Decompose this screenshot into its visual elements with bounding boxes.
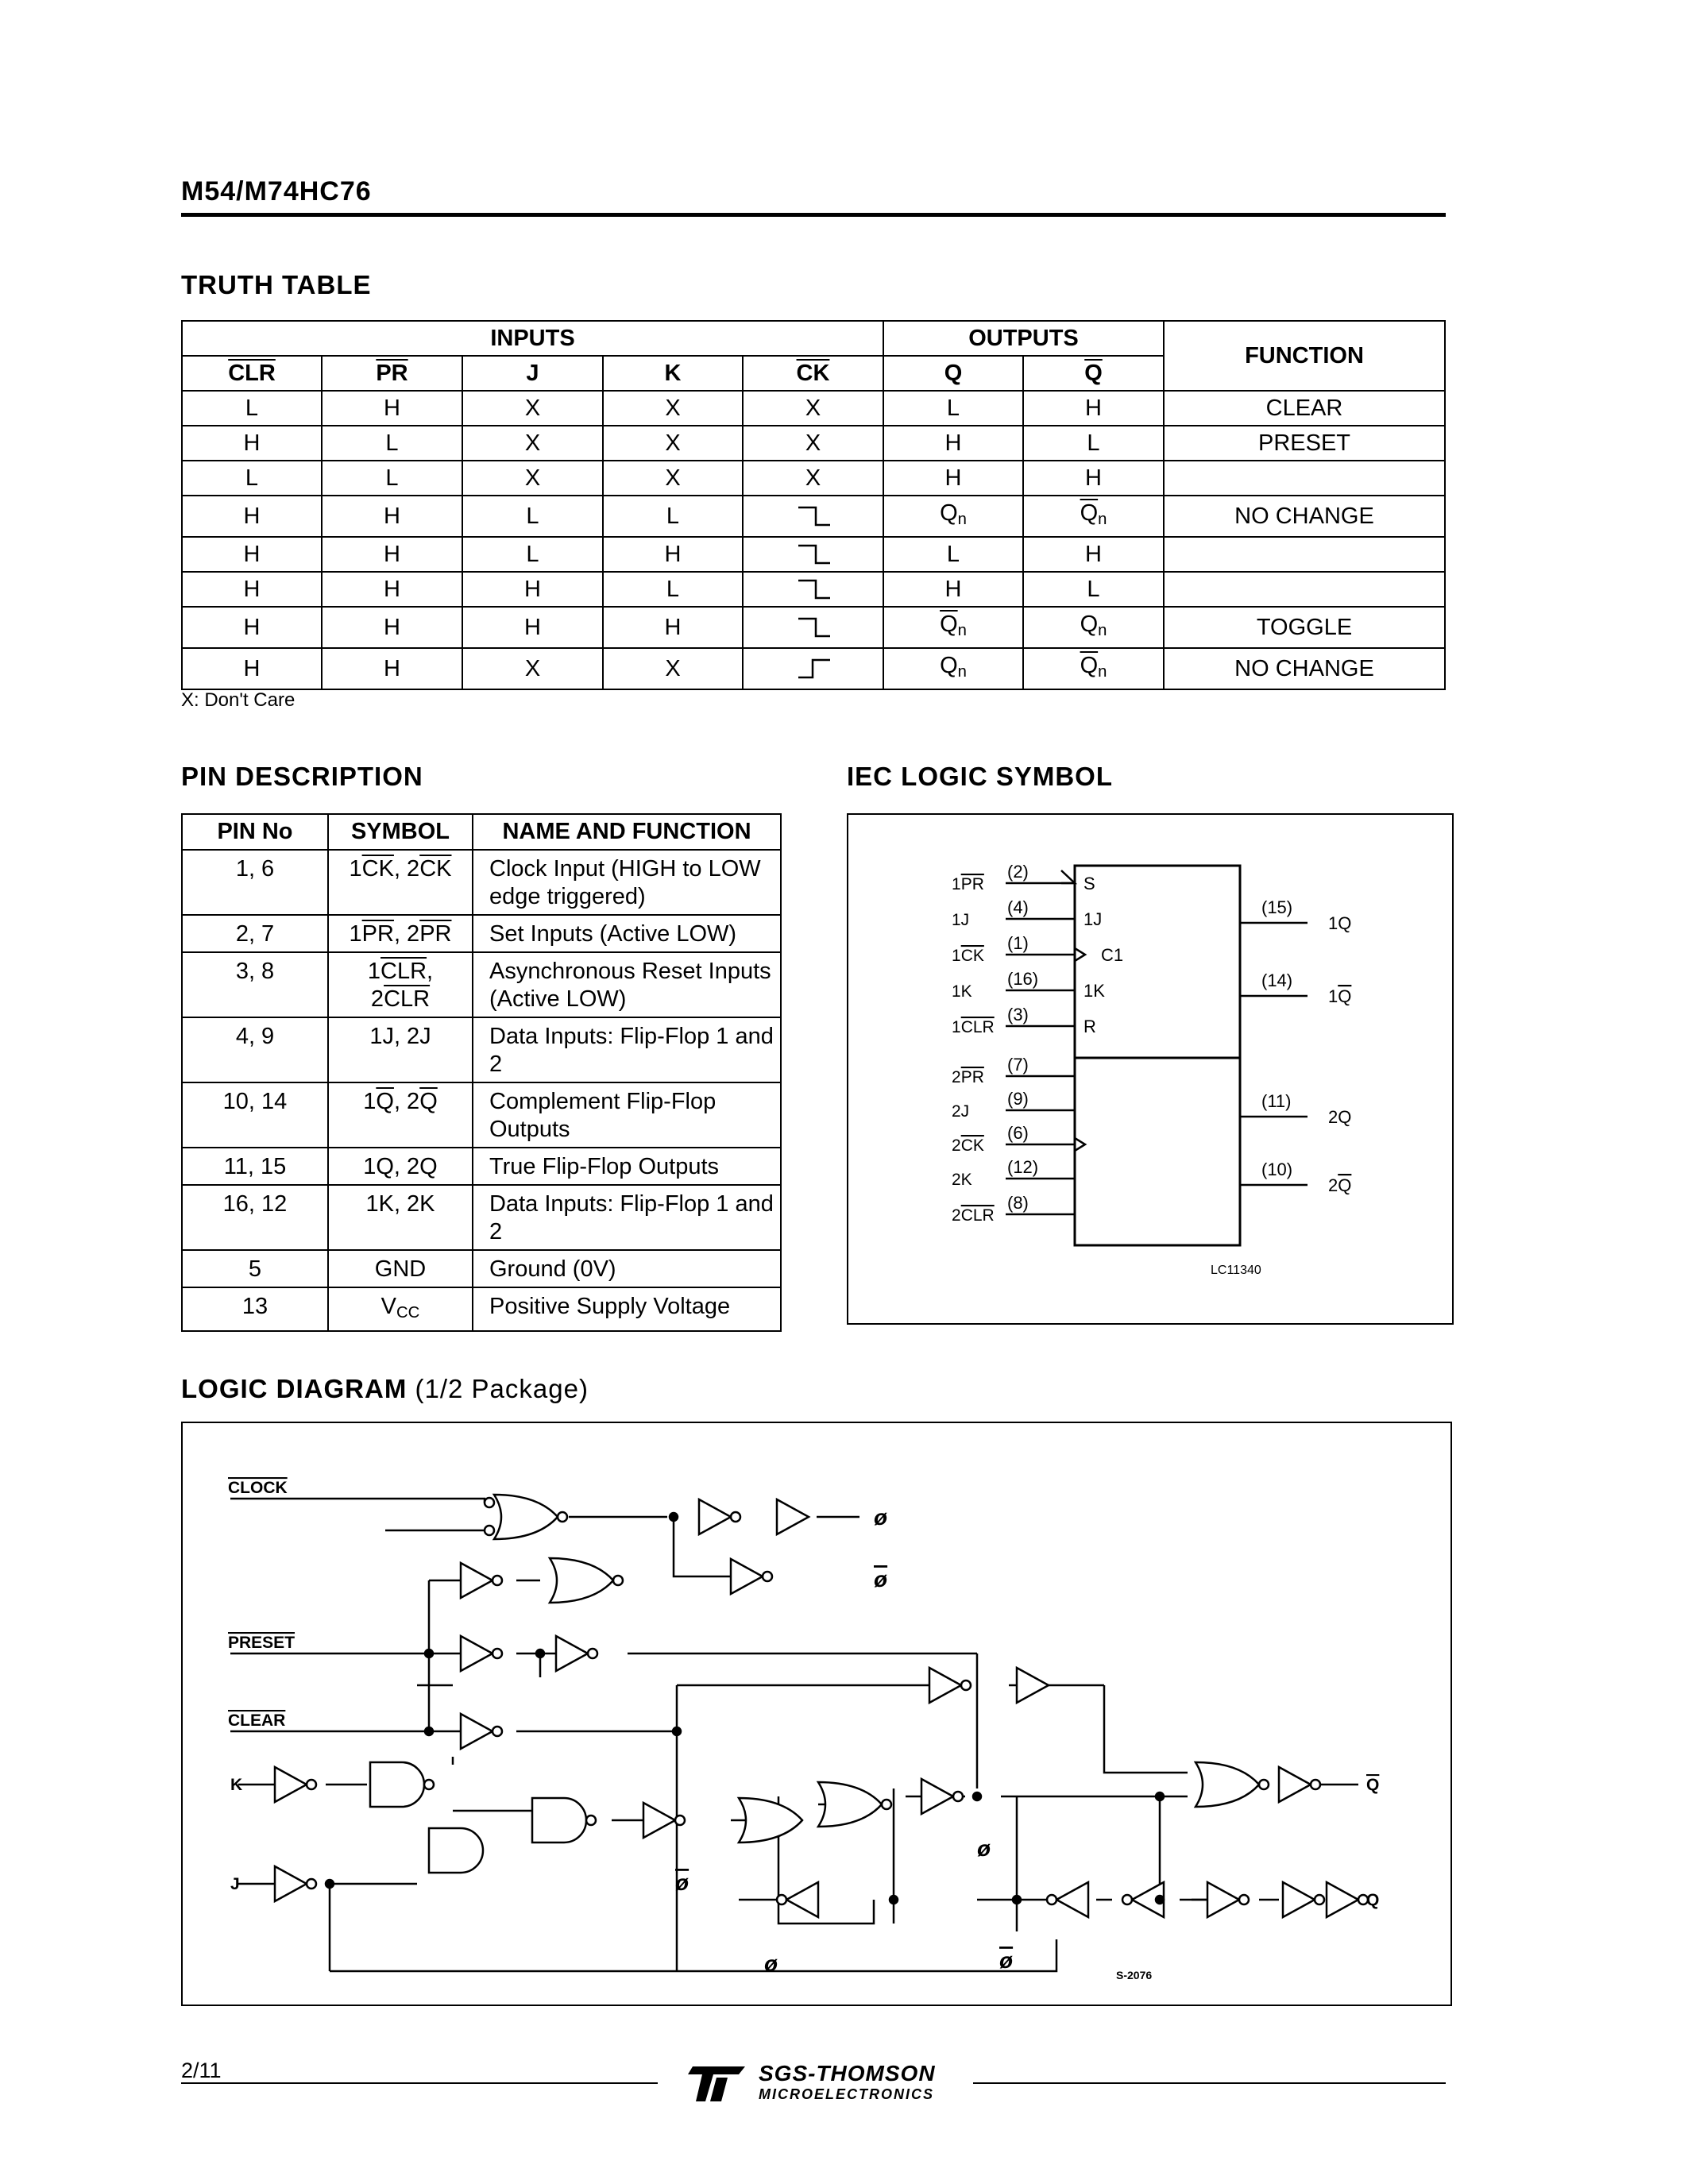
table-row [182,1185,781,1250]
buffer-gate-shape [929,1668,961,1703]
iec-box-label: 1K [1083,981,1105,1001]
iec-input-label: 1CK [952,947,984,965]
table-cell: H [322,572,462,607]
table-row [182,1287,781,1331]
pin-number: 3, 8 [182,952,328,1017]
page-number: 2/11 [181,2059,222,2082]
iec-input-label: 1PR [952,875,984,893]
falling-edge-icon [795,615,832,639]
pin-number: 1, 6 [182,850,328,915]
col-header-qbar: $\overline{Q}$ [1023,356,1164,391]
iec-input-label: 2CLR [952,1206,995,1225]
junction-dot [326,1880,334,1888]
inversion-bubble [586,1815,596,1825]
brand-subtitle: MICROELECTRONICS [759,2086,934,2102]
table-row [182,1148,781,1185]
pin-symbol: $1\overline{Q}$, $2\overline{Q}$ [328,1082,473,1148]
pin-number: 13 [182,1287,328,1331]
inversion-bubble [485,1498,494,1507]
pin-function: True Flip-Flop Outputs [473,1148,781,1185]
logic-diagram [183,1423,1450,2005]
iec-pin-number: (6) [1007,1123,1029,1143]
iec-input-label: 1J [952,911,970,929]
buffer-gate-shape [921,1779,953,1814]
pin-symbol: 1K, 2K [328,1185,473,1250]
truth-table-function-header: FUNCTION [1164,321,1445,391]
table-row [182,648,1445,689]
inversion-bubble [1259,1780,1269,1789]
junction-dot [425,1650,433,1657]
iec-input-label: 2PR [952,1068,984,1086]
nor-gate-shape [1196,1762,1259,1807]
iec-output-label: 1Q [1328,913,1352,933]
table-cell: X [462,461,603,496]
table-cell: H [462,572,603,607]
table-row [182,850,781,915]
buffer-gate-shape [1279,1767,1311,1802]
table-cell [1164,572,1445,607]
table-cell: H [322,537,462,572]
col-header-q: Q [883,356,1023,391]
phi-bar-label: ø [675,1870,689,1895]
buffer-gate-shape [275,1866,307,1901]
inversion-bubble [961,1680,971,1690]
logic-diagram-title [181,1374,589,1404]
phi-label: ø [977,1836,991,1861]
buffer-gate-shape [731,1559,763,1594]
table-cell: L [1023,572,1164,607]
iec-pin-number: (7) [1007,1055,1029,1075]
truth-table [181,320,1446,690]
pin-symbol: 1J, 2J [328,1017,473,1082]
inversion-bubble [1239,1895,1249,1904]
table-cell: L [462,537,603,572]
iec-logic-symbol-diagram [848,815,1452,1323]
table-cell: X [603,426,743,461]
truth-table-outputs-header: OUTPUTS [883,321,1164,356]
iec-pin-number: (16) [1007,969,1039,989]
inversion-bubble [1315,1895,1324,1904]
junction-dot [1156,1792,1164,1800]
table-cell: L [182,461,322,496]
col-header-symbol: SYMBOL [328,814,473,850]
truth-table-note: X: Don't Care [181,689,295,711]
inversion-bubble [492,1576,502,1585]
inversion-bubble [492,1649,502,1658]
inversion-bubble [588,1649,597,1658]
inversion-bubble [1047,1895,1056,1904]
table-cell: H [182,426,322,461]
table-cell: H [182,537,322,572]
junction-dot [890,1896,898,1904]
table-cell: L [603,496,743,537]
table-cell: NO CHANGE [1164,648,1445,689]
inversion-bubble [675,1815,685,1825]
buffer-gate-shape [1207,1882,1239,1917]
table-cell: NO CHANGE [1164,496,1445,537]
pin-symbol: GND [328,1250,473,1287]
logic-diagram-subtitle: (1/2 Package) [415,1374,589,1403]
junction-dot [673,1727,681,1735]
output-label-q: Q [1366,1891,1380,1909]
table-cell: H [322,496,462,537]
table-cell: H [1023,461,1164,496]
iec-input-label: 2J [952,1102,970,1121]
junction-dot [425,1727,433,1735]
buffer-gate-shape [556,1636,588,1671]
col-header-name-function: NAME AND FUNCTION [473,814,781,850]
table-cell [743,607,883,648]
qn-value: $\overline{Q}_n$ [940,612,967,640]
document-header-title: M54/M74HC76 [181,176,372,206]
table-cell: H [182,648,322,689]
iec-symbol-title: IEC LOGIC SYMBOL [847,762,1114,791]
table-cell: H [883,461,1023,496]
table-cell: H [462,607,603,648]
inversion-bubble [424,1780,434,1789]
iec-pin-number: (8) [1007,1193,1029,1213]
iec-pin-number: (9) [1007,1089,1029,1109]
qn-value: $\overline{Q}_n$ [1080,653,1107,681]
phi-bar-label: ø [999,1948,1014,1973]
table-cell: X [603,461,743,496]
footer-rule-right [973,2082,1446,2084]
pin-number: 10, 14 [182,1082,328,1148]
iec-input-label: 2CK [952,1136,984,1155]
table-cell: H [322,648,462,689]
truth-table-title: TRUTH TABLE [181,270,372,299]
table-row [182,607,1445,648]
table-cell [743,648,883,689]
buffer-gate-shape [1017,1668,1049,1703]
buffer-gate-shape [786,1882,818,1917]
buffer-gate-shape [461,1563,492,1598]
table-cell: X [462,391,603,426]
pin-number: 4, 9 [182,1017,328,1082]
pin-symbol: $1\overline{PR}$, $2\overline{PR}$ [328,915,473,952]
buffer-gate-shape [1283,1882,1315,1917]
rising-edge-icon [795,657,832,681]
pin-function: Set Inputs (Active LOW) [473,915,781,952]
pin-function: Ground (0V) [473,1250,781,1287]
table-row [182,1250,781,1287]
iec-output-label: 1Q [1328,986,1352,1006]
and-gate-shape [429,1828,483,1873]
iec-box-label: 1J [1083,909,1103,929]
input-label-k: K [230,1776,243,1794]
col-header-ck: $\overline{CK}$ [743,356,883,391]
iec-output-label: 2Q [1328,1175,1352,1195]
table-cell [1023,496,1164,537]
col-header-pin-no: PIN No [182,814,328,850]
truth-table-inputs-header: INPUTS [182,321,883,356]
table-cell: X [743,391,883,426]
table-row [182,1017,781,1082]
iec-pin-number: (4) [1007,897,1029,917]
inversion-bubble [492,1727,502,1736]
falling-edge-icon [795,504,832,528]
input-label-j: J [230,1875,240,1893]
table-row [182,426,1445,461]
junction-dot [1013,1896,1021,1904]
iec-pin-number: (3) [1007,1005,1029,1024]
col-header-k: K [603,356,743,391]
qn-value: $Q_n$ [940,500,967,529]
logic-figure-code: S-2076 [1116,1969,1153,1981]
input-label-preset: PRESET [228,1634,295,1652]
table-cell: X [603,648,743,689]
nor-gate-shape [550,1558,613,1603]
table-row [182,1082,781,1148]
table-cell: H [1023,391,1164,426]
table-cell: H [883,426,1023,461]
buffer-gate-shape [1056,1882,1088,1917]
table-row [182,461,1445,496]
table-cell [1164,461,1445,496]
table-cell [1164,537,1445,572]
inversion-bubble [882,1800,891,1809]
footer-rule-left [181,2082,658,2084]
table-cell: X [462,648,603,689]
table-cell: H [182,496,322,537]
iec-pin-number: (1) [1007,933,1029,953]
st-logo-icon [682,2063,747,2105]
table-cell: H [322,391,462,426]
inversion-bubble [613,1576,623,1585]
iec-box-label: R [1083,1017,1096,1036]
table-cell: L [1023,426,1164,461]
inversion-bubble [1122,1895,1132,1904]
table-cell: H [603,607,743,648]
iec-input-label: 1K [952,982,972,1001]
table-row [182,915,781,952]
pin-symbol: 1Q, 2Q [328,1148,473,1185]
table-cell [743,496,883,537]
buffer-gate-shape [699,1499,731,1534]
junction-dot [536,1650,544,1657]
table-cell: L [322,461,462,496]
col-header-clr: $\overline{CLR}$ [182,356,322,391]
pin-function: Data Inputs: Flip-Flop 1 and 2 [473,1185,781,1250]
iec-pin-number: (12) [1007,1157,1039,1177]
nor-gate-shape [494,1495,558,1539]
falling-edge-icon [795,542,832,566]
buffer-gate-shape [461,1636,492,1671]
iec-pin-number: (2) [1007,862,1029,882]
inversion-bubble [558,1512,567,1522]
col-header-pr: $\overline{PR}$ [322,356,462,391]
buffer-gate-shape [643,1803,675,1838]
input-label-clear: CLEAR [228,1711,286,1730]
inversion-bubble [307,1879,316,1889]
iec-output-label: 2Q [1328,1107,1352,1127]
buffer-gate-shape [777,1499,809,1534]
pin-description-title: PIN DESCRIPTION [181,762,423,791]
table-cell [743,537,883,572]
pin-symbol: $V_{CC}$ [328,1287,473,1331]
table-cell: L [883,537,1023,572]
qn-value: $\overline{Q}_n$ [1080,500,1107,529]
iec-input-label: 2K [952,1171,972,1189]
table-cell: X [743,426,883,461]
pin-function: Clock Input (HIGH to LOW edge triggered) [473,850,781,915]
pin-function: Complement Flip-Flop Outputs [473,1082,781,1148]
table-cell [883,607,1023,648]
iec-symbol-frame [847,813,1454,1325]
inversion-bubble [953,1792,963,1801]
iec-input-label: 1CLR [952,1018,995,1036]
iec-figure-code: LC11340 [1211,1264,1261,1277]
iec-output-pin: (10) [1261,1160,1293,1179]
logic-diagram-title-text: LOGIC DIAGRAM [181,1374,408,1403]
table-cell: H [322,607,462,648]
brand-name: SGS-THOMSON [759,2061,936,2086]
pin-function: Asynchronous Reset Inputs (Active LOW) [473,952,781,1017]
table-row [182,952,781,1017]
phi-label: ø [874,1505,888,1530]
phi-label: ø [764,1951,778,1976]
table-row [182,572,1445,607]
junction-dot [1156,1896,1164,1904]
iec-box-label: C1 [1101,945,1124,965]
logic-diagram-frame [181,1422,1452,2006]
buffer-gate-shape [275,1767,307,1802]
nand-gate-shape [532,1798,586,1843]
table-cell: TOGGLE [1164,607,1445,648]
falling-edge-icon [795,577,832,601]
pin-function: Data Inputs: Flip-Flop 1 and 2 [473,1017,781,1082]
table-cell: X [603,391,743,426]
pin-function: Positive Supply Voltage [473,1287,781,1331]
iec-output-pin: (15) [1261,897,1293,917]
junction-dot [973,1792,981,1800]
inversion-bubble [731,1512,740,1522]
qn-value: $Q_n$ [1080,612,1107,640]
header-divider [181,213,1446,217]
brand-logo [759,2063,936,2105]
phi-bar-label: ø [874,1567,888,1592]
inversion-bubble [777,1895,786,1904]
iec-output-pin: (11) [1261,1091,1292,1111]
junction-dot [670,1513,678,1521]
table-cell: X [462,426,603,461]
table-cell: L [462,496,603,537]
table-row [182,496,1445,537]
pin-symbol: $1\overline{CK}$, $2\overline{CK}$ [328,850,473,915]
input-label-clock: CLOCK [228,1479,288,1497]
table-cell: L [322,426,462,461]
or-gate-shape [739,1798,802,1843]
table-cell: X [743,461,883,496]
iec-box-label: S [1083,874,1095,893]
inversion-bubble [485,1526,494,1535]
table-cell [743,572,883,607]
table-cell: L [182,391,322,426]
table-row [182,391,1445,426]
qn-value: $Q_n$ [940,653,967,681]
buffer-gate-shape [1327,1882,1358,1917]
pin-number: 2, 7 [182,915,328,952]
buffer-gate-shape [461,1714,492,1749]
inversion-bubble [307,1780,316,1789]
col-header-j: J [462,356,603,391]
iec-output-pin: (14) [1261,970,1293,990]
table-row [182,537,1445,572]
table-cell [1023,607,1164,648]
table-cell: PRESET [1164,426,1445,461]
pin-number: 16, 12 [182,1185,328,1250]
table-cell: H [1023,537,1164,572]
table-cell: H [603,537,743,572]
pin-symbol: $1\overline{CLR}$, $2\overline{CLR}$ [328,952,473,1017]
table-cell [883,496,1023,537]
table-cell: L [603,572,743,607]
table-cell [883,648,1023,689]
table-cell: CLEAR [1164,391,1445,426]
table-cell [1023,648,1164,689]
table-cell: L [883,391,1023,426]
table-cell: H [182,607,322,648]
pin-description-table [181,813,782,1332]
nand-gate-shape [370,1762,424,1807]
table-cell: H [883,572,1023,607]
nor-gate-shape [818,1782,882,1827]
table-cell: H [182,572,322,607]
output-label-qbar: Q [1366,1776,1380,1794]
pin-number: 11, 15 [182,1148,328,1185]
inversion-bubble [1311,1780,1320,1789]
inversion-bubble [763,1572,772,1581]
pin-number: 5 [182,1250,328,1287]
